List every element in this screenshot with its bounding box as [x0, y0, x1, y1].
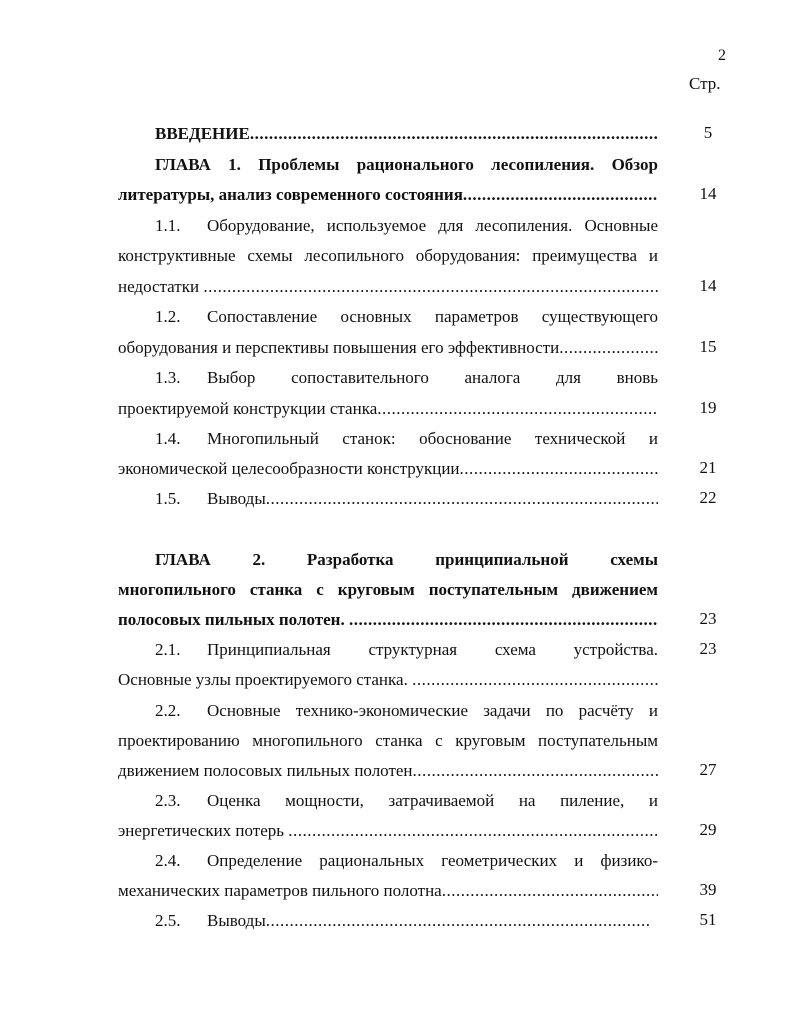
- section-number: 2.3.: [155, 791, 181, 810]
- section-number: 1.5.: [155, 489, 181, 508]
- toc-section-1-3[interactable]: [155, 367, 658, 389]
- toc-section-1-1-line3: недостатки .....: [118, 276, 658, 298]
- toc-intro-page: 5: [703, 123, 713, 142]
- toc-section-1-5-page: 22: [699, 488, 717, 507]
- toc-section-1-4[interactable]: [155, 428, 658, 450]
- toc-section-1-4-line2: экономической целесообразности конструкции .....: [118, 458, 658, 480]
- chapter1-heading-line1[interactable]: ГЛАВА 1. Проблемы рационального лесопиления. Обзор: [155, 155, 658, 174]
- toc-section-1-3-page: 19: [699, 398, 717, 417]
- section-title: Оборудование, используемое для лесопиления. Основные: [207, 216, 658, 235]
- toc-intro[interactable]: [155, 123, 658, 145]
- section-number: 1.1.: [155, 216, 181, 235]
- toc-section-2-4-page: 39: [699, 880, 717, 899]
- section-number: 1.4.: [155, 429, 181, 448]
- section-title: Многопильный станок: обоснование технической и: [207, 429, 658, 448]
- toc-section-2-1[interactable]: [155, 639, 658, 661]
- toc-section-1-1[interactable]: [155, 215, 658, 237]
- page-number: 2: [718, 47, 726, 64]
- chapter1-heading-line2[interactable]: литературы, анализ современного состояния .....: [118, 184, 658, 206]
- toc-section-1-3-line2: проектируемой конструкции станка .....: [118, 398, 658, 420]
- toc-intro-title: ВВЕДЕНИЕ: [155, 124, 250, 143]
- section-title: Основные технико-экономические задачи по расчёту и: [207, 701, 658, 720]
- toc-section-2-5-page: 51: [699, 910, 717, 929]
- toc-section-1-5[interactable]: [155, 488, 658, 510]
- chapter1-page: 14: [699, 184, 717, 203]
- toc-section-2-1-line2: Основные узлы проектируемого станка. .....: [118, 669, 658, 691]
- section-title: Определение рациональных геометрических и физико-: [207, 851, 658, 870]
- section-number: 2.1.: [155, 640, 181, 659]
- toc-section-2-4[interactable]: [155, 850, 658, 872]
- toc-section-2-2[interactable]: [155, 700, 658, 722]
- section-title: Принципиальная структурная схема устройства.: [207, 640, 658, 659]
- chapter2-page: 23: [699, 609, 717, 628]
- section-title: Выводы: [207, 489, 266, 508]
- toc-section-2-4-line2: механических параметров пильного полотна .....: [118, 880, 658, 902]
- toc-section-2-3[interactable]: [155, 790, 658, 812]
- toc-section-1-4-page: 21: [699, 458, 717, 477]
- toc-section-2-2-line3: движением полосовых пильных полотен .....: [118, 760, 658, 782]
- section-number: 1.3.: [155, 368, 181, 387]
- toc-section-1-2-line2: оборудования и перспективы повышения его эффективности .....: [118, 337, 658, 359]
- section-number: 2.5.: [155, 911, 181, 930]
- section-title: Выбор сопоставительного аналога для вновь: [207, 368, 658, 387]
- section-number: 2.2.: [155, 701, 181, 720]
- pages-column-label: Стр.: [689, 74, 721, 93]
- toc-section-1-2[interactable]: [155, 306, 658, 328]
- toc-section-2-2-page: 27: [699, 760, 717, 779]
- toc-section-2-2-line2: проектированию многопильного станка с круговым поступательным: [118, 731, 658, 750]
- section-number: 2.4.: [155, 851, 181, 870]
- toc-section-1-1-page: 14: [699, 276, 717, 295]
- toc-section-2-5[interactable]: [155, 910, 650, 932]
- toc-section-1-1-line2: конструктивные схемы лесопильного оборудования: преимущества и: [118, 246, 658, 265]
- toc-section-2-1-page: 23: [699, 639, 717, 658]
- toc-section-1-2-page: 15: [699, 337, 717, 356]
- chapter2-heading-line2[interactable]: многопильного станка с круговым поступательным движением: [118, 580, 658, 599]
- chapter2-heading-line1[interactable]: ГЛАВА 2. Разработка принципиальной схемы: [155, 550, 658, 569]
- section-title: Выводы: [207, 911, 266, 930]
- section-number: 1.2.: [155, 307, 181, 326]
- toc-section-2-3-page: 29: [699, 820, 717, 839]
- section-title: Сопоставление основных параметров существующего: [207, 307, 658, 326]
- section-title: Оценка мощности, затрачиваемой на пиление, и: [207, 791, 658, 810]
- toc-section-2-3-line2: энергетических потерь .....: [118, 820, 658, 842]
- chapter2-heading-line3[interactable]: полосовых пильных полотен. .....: [118, 609, 658, 631]
